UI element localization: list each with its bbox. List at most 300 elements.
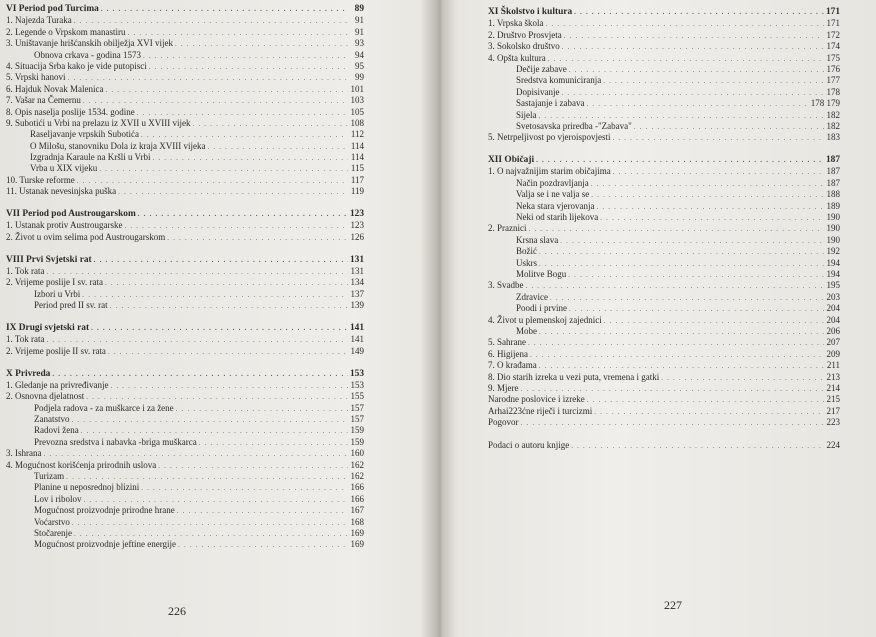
toc-entry [6, 141, 364, 152]
toc-entry-title: 1. O najvažnijim starim običajima [488, 166, 611, 177]
toc-entry [6, 84, 364, 95]
toc-dot-leader [105, 85, 348, 96]
toc-entry-page: 157 [350, 402, 364, 413]
toc-entry-page: 189 [826, 200, 840, 211]
toc-entry [488, 121, 840, 132]
toc-entry-title: Lov i ribolov [34, 493, 82, 504]
toc-entry-title: 2. Društvo Prosvjeta [488, 29, 562, 40]
toc-entry [488, 417, 840, 428]
toc-dot-leader [591, 190, 824, 201]
toc-entry [488, 235, 840, 246]
toc-entry [6, 471, 364, 482]
toc-entry-title: 3. Uništavanje hrišćanskih obilježja XVI vijek [6, 38, 173, 49]
toc-entry-page: 204 [826, 303, 840, 314]
toc-entry-page: 175 [826, 52, 840, 63]
toc-entry-title: 4. Opšta kultura [488, 52, 546, 63]
toc-entry [488, 166, 840, 177]
toc-entry-page: 160 [350, 448, 364, 459]
toc-entry-page: 139 [350, 300, 364, 311]
toc-chapter-heading [488, 7, 840, 18]
toc-entry-page: 117 [350, 174, 364, 185]
toc-entry [6, 460, 364, 471]
toc-chapter-heading [6, 4, 364, 15]
left-toc [6, 4, 364, 551]
toc-entry [488, 280, 840, 291]
toc-entry-title: Neki od starih lijekova [516, 212, 599, 223]
toc-entry [488, 326, 840, 337]
toc-entry-page: 190 [826, 223, 840, 234]
toc-entry [6, 15, 364, 26]
toc-entry-title: 6. Hajduk Novak Malenica [6, 83, 104, 94]
toc-dot-leader [560, 236, 824, 247]
toc-dot-leader [539, 327, 824, 338]
toc-entry-title: 3. Ishrana [6, 448, 42, 459]
toc-dot-leader [99, 164, 348, 175]
toc-entry-title: 2. Legende o Vrpskom manastiru [6, 26, 126, 37]
toc-entry-page: 112 [350, 129, 364, 140]
toc-entry [6, 27, 364, 38]
toc-entry [6, 61, 364, 72]
toc-entry [6, 72, 364, 83]
toc-entry-page: 134 [350, 277, 364, 288]
toc-entry-title: Valja se i ne valja se [516, 189, 590, 200]
toc-entry-title: 8. Dio starih izreka u vezi puta, vremena i gatki [488, 371, 660, 382]
toc-entry-title: Prevozna sredstva i nabavka -briga muškarca [34, 436, 197, 447]
toc-entry-title: 9. Mjere [488, 382, 519, 393]
toc-entry [6, 129, 364, 140]
toc-dot-leader [612, 133, 824, 144]
toc-dot-leader [110, 301, 348, 312]
toc-dot-leader [536, 155, 824, 166]
toc-dot-leader [110, 381, 348, 392]
toc-entry-title: Obnova crkava - godina 1573 [34, 49, 141, 60]
right-page [438, 0, 876, 637]
toc-entry-page: 153 [350, 379, 364, 390]
toc-entry-page: 177 [826, 75, 840, 86]
toc-entry [6, 414, 364, 425]
toc-dot-leader [158, 461, 348, 472]
toc-dot-leader [568, 270, 824, 281]
toc-entry-page: 182 [826, 120, 840, 131]
toc-entry-page: 171 [825, 7, 840, 17]
toc-entry [488, 269, 840, 280]
toc-entry-page: 155 [350, 391, 364, 402]
toc-entry [6, 50, 364, 61]
toc-dot-leader [52, 369, 348, 380]
toc-entry-title: 11. Ustanak nevesinjska puška [6, 186, 117, 197]
toc-entry-page: 195 [826, 280, 840, 291]
toc-entry-title: 4. Mogućnost korišćenja prirodnih uslova [6, 459, 157, 470]
toc-entry [488, 315, 840, 326]
toc-entry [6, 494, 364, 505]
toc-entry-title: Arhai223ćne riječi i turcizmi [488, 405, 593, 416]
toc-entry [488, 303, 840, 314]
toc-dot-leader [530, 350, 824, 361]
toc-dot-leader [661, 373, 824, 384]
toc-entry-page: 131 [350, 265, 364, 276]
toc-entry [6, 175, 364, 186]
toc-entry [6, 118, 364, 129]
toc-entry-title: Narodne poslovice i izreke [488, 394, 585, 405]
toc-entry-title: 4. Situacija Srba kako je vide putopisci [6, 60, 147, 71]
toc-entry-title: Podaci o autoru knjige [488, 439, 570, 450]
toc-dot-leader [604, 316, 824, 327]
toc-entry [488, 360, 840, 371]
toc-entry-page: 187 [826, 177, 840, 188]
toc-entry-page: 123 [349, 209, 364, 220]
toc-entry [6, 186, 364, 197]
toc-entry-title: Mogućnost proizvodnje prirodne hrane [34, 505, 175, 516]
toc-dot-leader [521, 418, 824, 429]
toc-entry-title: 2. Praznici [488, 223, 527, 234]
toc-entry-page: 169 [350, 539, 364, 550]
toc-entry [488, 53, 840, 64]
toc-entry [6, 163, 364, 174]
toc-entry [6, 346, 364, 357]
toc-entry [6, 300, 364, 311]
toc-entry [6, 482, 364, 493]
toc-entry-page: 103 [350, 95, 364, 106]
toc-dot-leader [594, 407, 824, 418]
toc-entry-title: 1. Vrpska škola [488, 18, 544, 29]
toc-dot-leader [634, 122, 824, 133]
toc-entry-page: 141 [350, 334, 364, 345]
toc-entry-title: Voćarstvo [34, 516, 70, 527]
toc-entry [6, 232, 364, 243]
toc-entry-page: 89 [354, 4, 364, 14]
toc-entry-title: 5. Netrpeljivost po vjeroispovjesti [488, 132, 611, 143]
toc-entry [6, 403, 364, 414]
toc-entry-title: Molitve Bogu [516, 268, 567, 279]
toc-entry [488, 75, 840, 86]
toc-gap [6, 357, 364, 368]
toc-entry-title: Način pozdravljanja [516, 177, 589, 188]
toc-entry-title: Podjela radova - za muškarce i za žene [34, 402, 174, 413]
toc-entry-page: 203 [826, 291, 840, 302]
toc-entry [6, 334, 364, 345]
toc-entry-title: Krsna slava [516, 234, 559, 245]
toc-dot-leader [539, 247, 824, 258]
toc-dot-leader [143, 51, 348, 62]
toc-entry [6, 517, 364, 528]
toc-entry [6, 448, 364, 459]
toc-entry [488, 201, 840, 212]
toc-dot-leader [550, 293, 824, 304]
toc-dot-leader [613, 167, 824, 178]
toc-gap [488, 428, 840, 439]
toc-entry-title: Planine u neposrednoj blizini [34, 482, 140, 493]
toc-entry [488, 178, 840, 189]
toc-entry-title: Vrba u XIX vijeku [30, 163, 98, 174]
toc-entry-page: 224 [826, 439, 840, 450]
toc-entry-title: VIII Prvi Svjetski rat [6, 254, 92, 265]
toc-entry-title: Zdravice [516, 291, 548, 302]
toc-entry-page: 162 [350, 471, 364, 482]
toc-gap [6, 198, 364, 209]
toc-entry-page: 114 [350, 152, 364, 163]
toc-entry-title: Mogućnost proizvodnje jeftine energije [34, 539, 177, 550]
toc-entry [488, 18, 840, 29]
toc-dot-leader [178, 540, 348, 551]
toc-entry-title: 1. Ustanak protiv Austrougarske [6, 220, 123, 231]
toc-entry-title: 9. Subotići u Vrbi na prelazu iz XVII u XVIII vijek [6, 117, 191, 128]
toc-entry [6, 539, 364, 550]
toc-entry-title: 8. Opis naselja poslije 1534. godine [6, 106, 135, 117]
left-page-number: 226 [168, 604, 186, 618]
toc-entry-title: 1. Najezda Turaka [6, 15, 72, 26]
toc-dot-leader [562, 42, 824, 53]
toc-entry-title: Božić [516, 246, 537, 257]
toc-dot-leader [105, 278, 348, 289]
toc-entry-page: 169 [350, 527, 364, 538]
toc-dot-leader [526, 281, 825, 292]
toc-entry-title: 7. Vašar na Čemernu [6, 95, 81, 106]
toc-entry-page: 207 [826, 337, 840, 348]
toc-entry-page: 157 [350, 414, 364, 425]
toc-dot-leader [82, 290, 348, 301]
toc-entry-title: 2. Osnovna djelatnost [6, 391, 85, 402]
toc-entry-title: 4. Život u plemenskoj zajednici [488, 314, 602, 325]
toc-chapter-heading [488, 155, 840, 166]
toc-entry-title: O Milošu, stanovniku Dola iz kraja XVIII vijeka [30, 140, 206, 151]
toc-entry-page: 168 [350, 516, 364, 527]
toc-entry [488, 383, 840, 394]
toc-entry-title: 2. Vrijeme poslije I sv. rata [6, 277, 103, 288]
toc-entry-page: 91 [355, 26, 364, 37]
toc-entry-title: 10. Turske reforme [6, 174, 75, 185]
toc-dot-leader [591, 179, 824, 190]
toc-dot-leader [562, 88, 825, 99]
toc-dot-leader [600, 213, 824, 224]
toc-entry [488, 394, 840, 405]
toc-entry-title: 6. Higijena [488, 348, 528, 359]
toc-entry-page: 206 [826, 325, 840, 336]
toc-entry-page: 178 179 [810, 98, 840, 109]
toc-entry-title: Sastajanje i zabava [516, 98, 585, 109]
toc-entry [6, 277, 364, 288]
toc-entry-title: 3. Svadbe [488, 280, 524, 291]
toc-entry-title: Period pred II sv. rat [34, 300, 108, 311]
toc-entry [6, 289, 364, 300]
toc-entry-title: XII Običaji [488, 155, 535, 166]
right-page-number: 227 [664, 598, 682, 612]
toc-entry-title: 1. Tok rata [6, 334, 45, 345]
toc-entry [6, 425, 364, 436]
toc-entry-page: 115 [350, 163, 364, 174]
toc-dot-leader [101, 4, 348, 15]
toc-entry-page: 119 [350, 186, 364, 197]
toc-entry-page: 187 [826, 166, 840, 177]
toc-entry-page: 183 [826, 132, 840, 143]
toc-chapter-heading [6, 323, 364, 334]
toc-entry-page: 223 [826, 417, 840, 428]
toc-entry-page: 187 [825, 155, 840, 166]
toc-entry-page: 192 [826, 246, 840, 257]
toc-entry [488, 64, 840, 75]
toc-entry-page: 211 [826, 360, 840, 371]
toc-entry [488, 372, 840, 383]
toc-entry [488, 110, 840, 121]
toc-dot-leader [118, 187, 348, 198]
toc-entry-title: 5. Vrpski hanovi [6, 72, 66, 83]
toc-dot-leader [564, 31, 824, 42]
toc-entry-page: 194 [826, 257, 840, 268]
toc-entry [6, 95, 364, 106]
toc-entry [488, 87, 840, 98]
toc-gap [488, 144, 840, 155]
toc-entry [488, 189, 840, 200]
toc-entry-title: Dečije zabave [516, 63, 567, 74]
toc-dot-leader [548, 54, 824, 65]
toc-entry-title: 7. O krađama [488, 360, 537, 371]
toc-dot-leader [72, 518, 348, 529]
toc-entry-page: 190 [826, 212, 840, 223]
toc-entry [488, 406, 840, 417]
toc-dot-leader [175, 39, 348, 50]
toc-dot-leader [603, 76, 824, 87]
toc-entry-page: 93 [355, 38, 364, 49]
toc-entry-title: Poodi i prvine [516, 303, 567, 314]
toc-dot-leader [199, 438, 348, 449]
toc-dot-leader [596, 202, 824, 213]
toc-entry-title: XI Školstvo i kultura [488, 7, 573, 17]
toc-dot-leader [72, 415, 349, 426]
toc-entry-page: 194 [826, 268, 840, 279]
toc-chapter-heading [6, 255, 364, 266]
toc-dot-leader [539, 259, 824, 270]
right-toc [488, 7, 840, 451]
toc-entry [488, 349, 840, 360]
toc-entry-page: 101 [350, 83, 364, 94]
toc-entry [6, 391, 364, 402]
toc-entry-page: 159 [350, 436, 364, 447]
toc-gap [6, 243, 364, 254]
toc-entry-title: Radovi žena [34, 425, 79, 436]
toc-entry-title: VI Period pod Turcima [6, 4, 99, 14]
toc-dot-leader [528, 338, 824, 349]
toc-entry [488, 246, 840, 257]
left-page [0, 0, 432, 637]
toc-entry-page: 114 [350, 140, 364, 151]
toc-entry-page: 153 [349, 368, 364, 379]
toc-entry-title: Mobe [516, 325, 537, 336]
toc-entry-title: 2. Vrijeme poslije II sv. rata [6, 345, 106, 356]
toc-entry [488, 223, 840, 234]
toc-chapter-heading [6, 369, 364, 380]
toc-dot-leader [68, 73, 348, 84]
toc-entry [488, 337, 840, 348]
toc-entry-page: 149 [350, 345, 364, 356]
toc-entry-page: 166 [350, 493, 364, 504]
toc-dot-leader [138, 209, 348, 220]
toc-gap [6, 312, 364, 323]
toc-entry-page: 95 [355, 60, 364, 71]
toc-entry-page: 171 [826, 18, 840, 29]
toc-dot-leader [108, 347, 348, 358]
toc-entry [488, 41, 840, 52]
toc-dot-leader [569, 304, 824, 315]
toc-entry [6, 107, 364, 118]
toc-entry-title: VII Period pod Austrougarskom [6, 209, 136, 220]
toc-entry [488, 258, 840, 269]
toc-entry [6, 152, 364, 163]
toc-dot-leader [574, 7, 824, 18]
toc-entry-title: Svetosavska priredba -"Zabava" [516, 120, 632, 131]
toc-entry-page: 159 [350, 425, 364, 436]
toc-dot-leader [153, 153, 349, 164]
toc-entry-page: 94 [355, 49, 364, 60]
toc-entry-title: 3. Sokolsko društvo [488, 41, 560, 52]
toc-entry-title: Dopisivanje [516, 86, 560, 97]
toc-entry-page: 141 [349, 322, 364, 333]
toc-entry-page: 182 [826, 109, 840, 120]
toc-entry-page: 99 [355, 72, 364, 83]
toc-entry-page: 108 [350, 117, 364, 128]
toc-entry-page: 176 [826, 63, 840, 74]
toc-dot-leader [207, 142, 348, 153]
toc-entry-page: 126 [350, 231, 364, 242]
toc-entry [488, 30, 840, 41]
toc-entry-title: Turizam [34, 471, 65, 482]
toc-entry-title: 2. Život u ovim selima pod Austrougarskom [6, 231, 166, 242]
toc-entry-page: 190 [826, 234, 840, 245]
toc-entry-title: Izbori u Vrbi [34, 288, 81, 299]
toc-dot-leader [94, 255, 348, 266]
toc-entry-page: 91 [355, 15, 364, 26]
toc-dot-leader [529, 224, 825, 235]
toc-entry [6, 380, 364, 391]
toc-entry-title: 5. Sahrane [488, 337, 526, 348]
toc-entry-page: 204 [826, 314, 840, 325]
toc-entry-page: 213 [826, 371, 840, 382]
toc-entry-title: Sredstva komuniciranja [516, 75, 602, 86]
toc-dot-leader [193, 119, 349, 130]
toc-dot-leader [141, 483, 348, 494]
toc-dot-leader [77, 176, 348, 187]
toc-entry-page: 209 [826, 348, 840, 359]
toc-dot-leader [149, 62, 348, 73]
toc-entry-page: 167 [350, 505, 364, 516]
toc-entry-title: Neka stara vjerovanja [516, 200, 595, 211]
toc-entry [6, 38, 364, 49]
toc-entry [6, 437, 364, 448]
toc-entry-page: 172 [826, 29, 840, 40]
toc-entry-title: IX Drugi svjetski rat [6, 322, 90, 333]
toc-entry-page: 188 [826, 189, 840, 200]
toc-entry [488, 292, 840, 303]
toc-entry [488, 132, 840, 143]
toc-dot-leader [586, 99, 808, 110]
toc-entry-title: X Privreda [6, 368, 51, 379]
toc-entry-title: 1. Tok rata [6, 265, 45, 276]
toc-dot-leader [176, 404, 348, 415]
toc-dot-leader [587, 395, 824, 406]
toc-entry-page: 166 [350, 482, 364, 493]
toc-entry-page: 123 [350, 220, 364, 231]
toc-entry [488, 440, 840, 451]
toc-entry-page: 174 [826, 41, 840, 52]
toc-chapter-heading [6, 209, 364, 220]
toc-entry [6, 220, 364, 231]
toc-dot-leader [167, 233, 348, 244]
toc-entry-title: Sijela [516, 109, 537, 120]
toc-dot-leader [546, 19, 824, 30]
toc-entry-title: Stočarenje [34, 527, 72, 538]
toc-entry-title: Uskrs [516, 257, 538, 268]
toc-dot-leader [571, 441, 824, 452]
toc-entry-title: Pogovor [488, 417, 519, 428]
toc-entry [488, 98, 840, 109]
